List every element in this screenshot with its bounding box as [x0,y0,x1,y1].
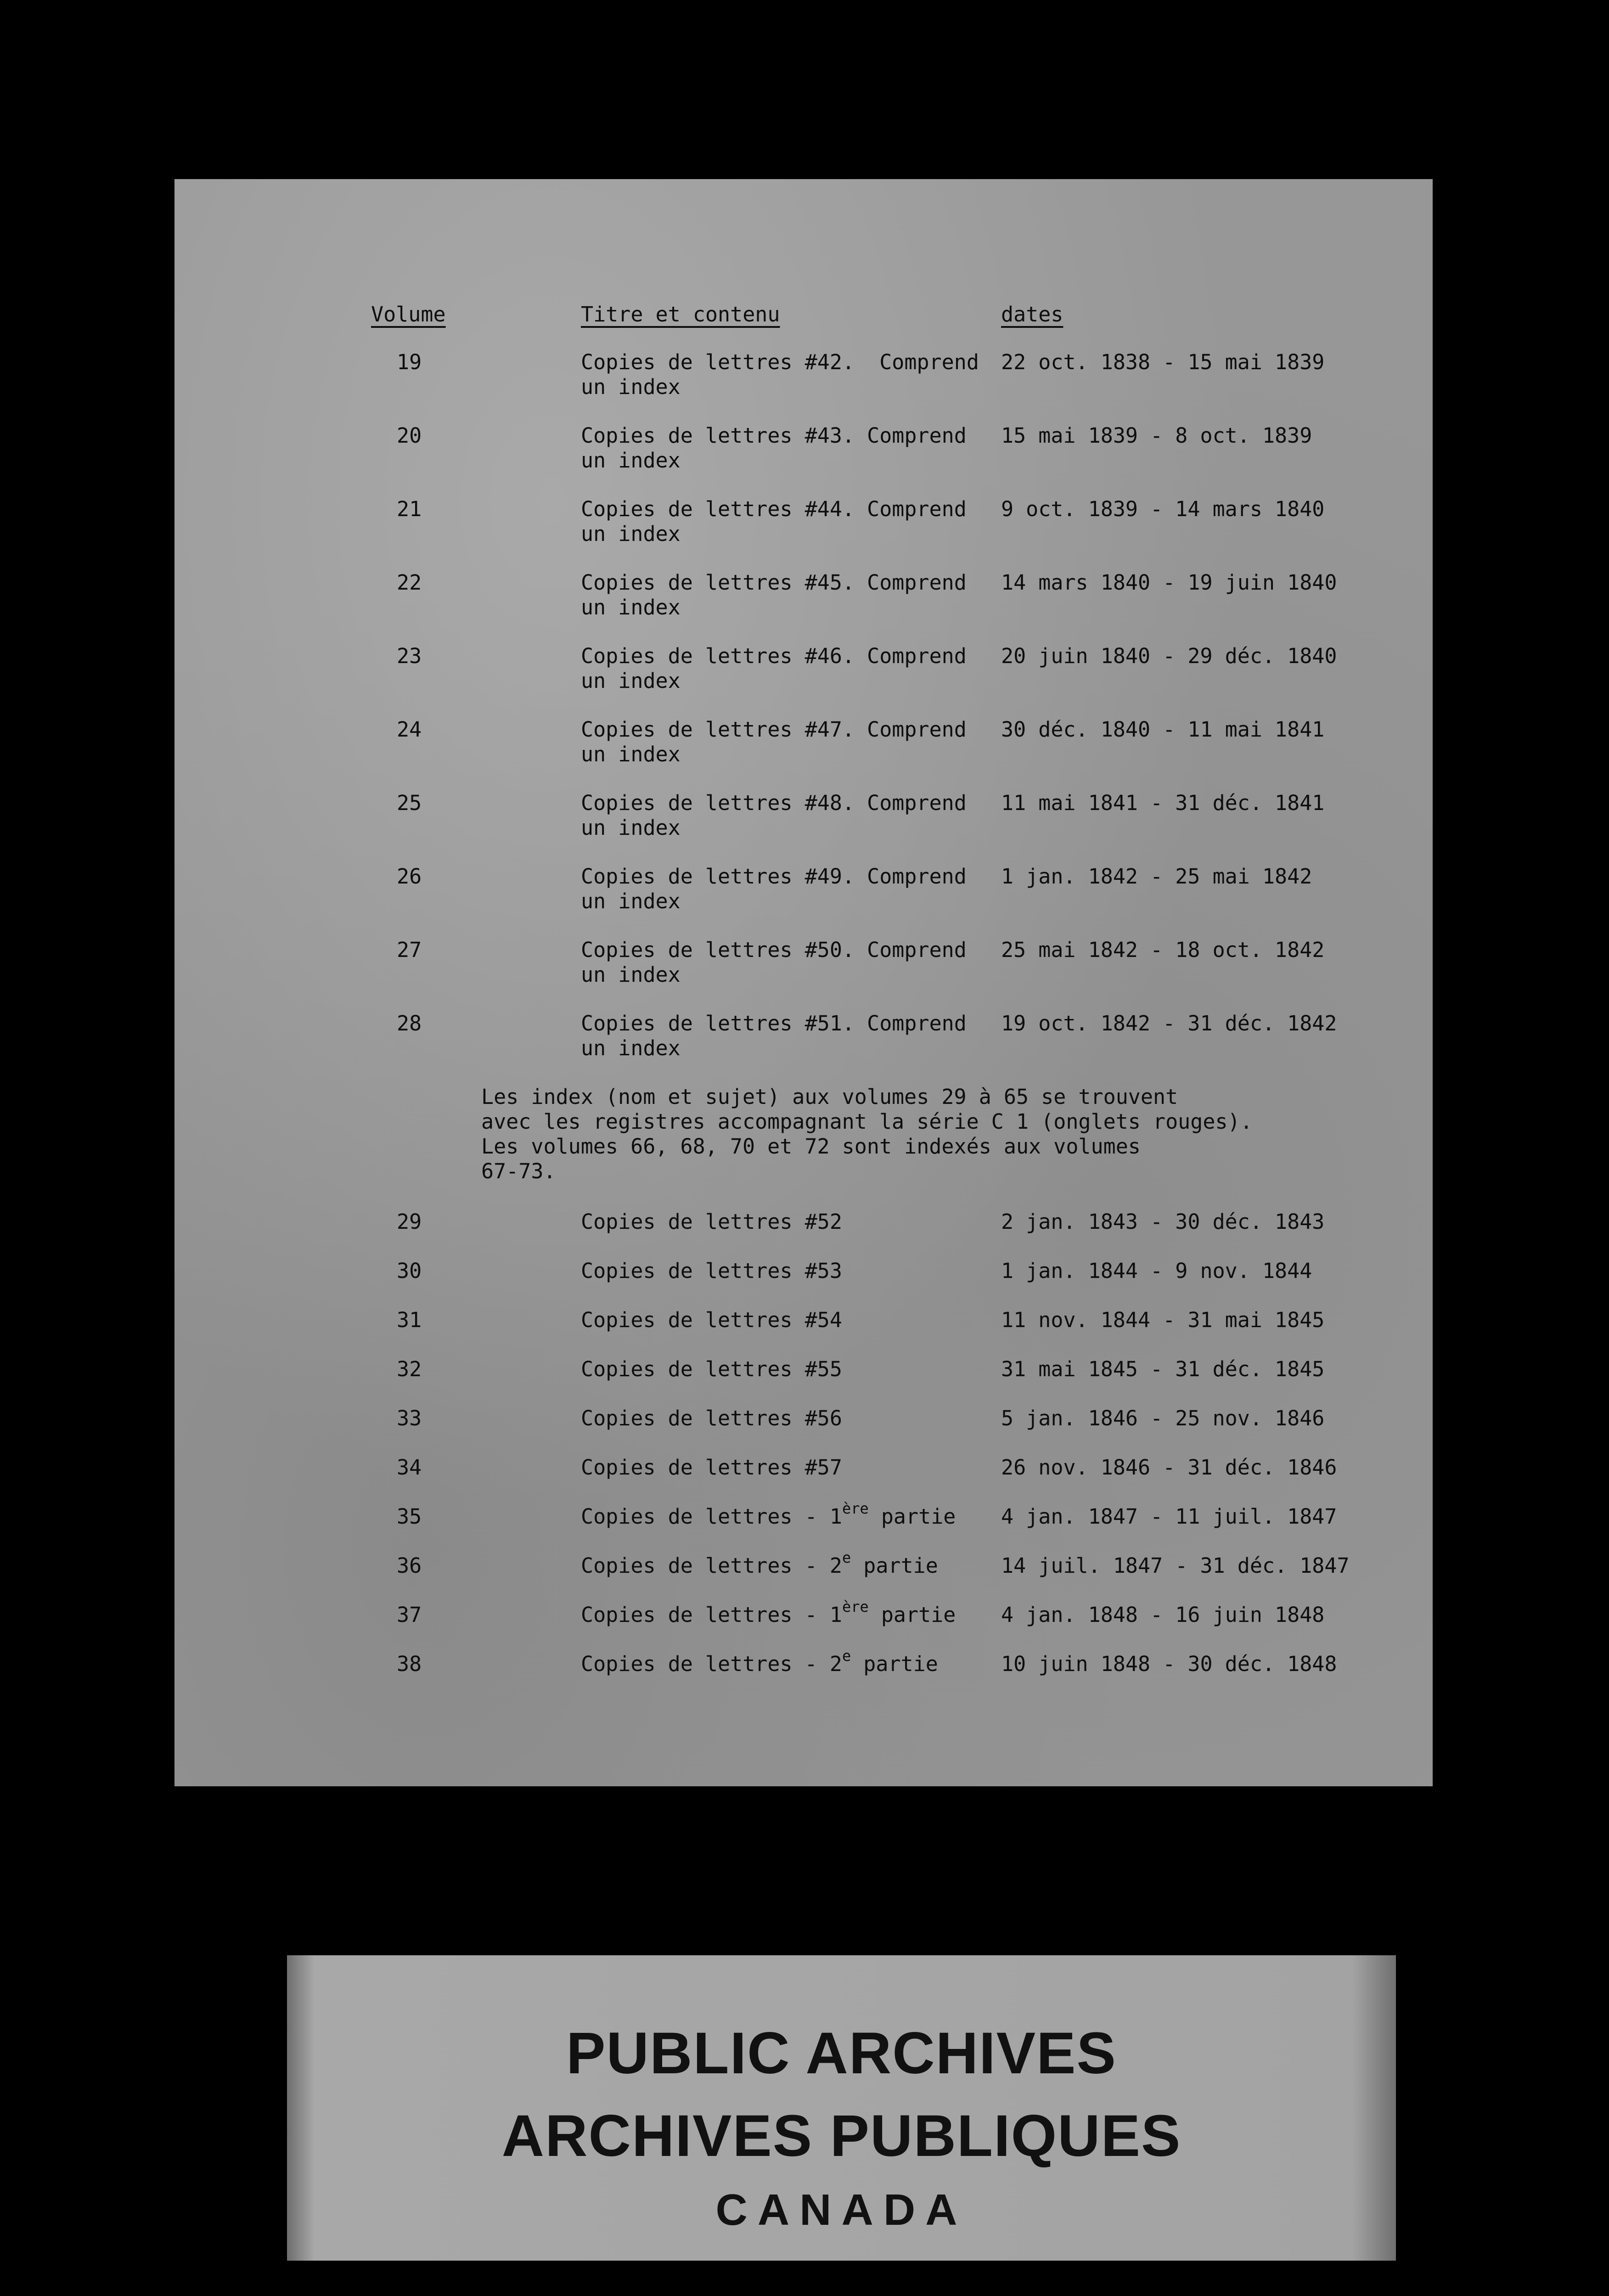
plaque-line-3: CANADA [715,2185,968,2234]
title-line-2: un index [581,1036,681,1060]
note-line: Les volumes 66, 68, 70 et 72 sont indexés aux volumes [481,1134,1141,1159]
volume-number: 21 [397,497,422,521]
note-line: Les index (nom et sujet) aux volumes 29 à 65 se trouvent [481,1085,1178,1109]
date-range: 2 jan. 1843 - 30 déc. 1843 [1001,1210,1325,1234]
volume-number: 32 [397,1357,422,1381]
volume-number: 37 [397,1603,422,1627]
note-line: avec les registres accompagnant la série C 1 (onglets rouges). [481,1109,1253,1134]
title-line-2: un index [581,816,681,840]
title-line: Copies de lettres #54 [581,1308,842,1332]
header-volume: Volume [371,302,446,326]
archives-plaque [287,1955,1396,2261]
date-range: 1 jan. 1842 - 25 mai 1842 [1001,864,1312,889]
date-range: 26 nov. 1846 - 31 déc. 1846 [1001,1455,1337,1480]
title-line: Copies de lettres #44. Comprend [581,497,967,521]
date-range: 30 déc. 1840 - 11 mai 1841 [1001,717,1325,742]
document-page [174,179,1433,1786]
date-range: 20 juin 1840 - 29 déc. 1840 [1001,644,1337,668]
date-range: 4 jan. 1847 - 11 juil. 1847 [1001,1504,1337,1529]
date-range: 4 jan. 1848 - 16 juin 1848 [1001,1603,1325,1627]
plaque-line-1: PUBLIC ARCHIVES [566,2020,1117,2086]
plaque-line-2: ARCHIVES PUBLIQUES [501,2103,1181,2169]
title-line: Copies de lettres #42. Comprend [581,350,979,374]
volume-number: 33 [397,1406,422,1430]
volume-number: 23 [397,644,422,668]
title-line: Copies de lettres #47. Comprend [581,717,967,742]
volume-number: 25 [397,791,422,815]
title-line-2: un index [581,962,681,987]
date-range: 31 mai 1845 - 31 déc. 1845 [1001,1357,1325,1381]
volume-number: 36 [397,1553,422,1578]
volume-number: 26 [397,864,422,889]
title-line: Copies de lettres #48. Comprend [581,791,967,815]
title-line: Copies de lettres #56 [581,1406,842,1430]
volume-number: 31 [397,1308,422,1332]
title-line-2: un index [581,522,681,546]
title-line: Copies de lettres #55 [581,1357,842,1381]
header-dates: dates [1001,302,1063,326]
volume-number: 30 [397,1259,422,1283]
title-line-2: un index [581,595,681,619]
title-line-2: un index [581,669,681,693]
title-line: Copies de lettres - 2e partie [581,1647,938,1676]
title-line-2: un index [581,375,681,399]
title-line: Copies de lettres #45. Comprend [581,570,967,595]
date-range: 19 oct. 1842 - 31 déc. 1842 [1001,1011,1337,1035]
volume-number: 19 [397,350,422,374]
title-line: Copies de lettres #43. Comprend [581,423,967,448]
title-line: Copies de lettres #53 [581,1259,842,1283]
date-range: 14 mars 1840 - 19 juin 1840 [1001,570,1337,595]
note-line: 67-73. [481,1159,556,1183]
date-range: 11 mai 1841 - 31 déc. 1841 [1001,791,1325,815]
title-line: Copies de lettres - 2e partie [581,1549,938,1578]
date-range: 25 mai 1842 - 18 oct. 1842 [1001,938,1325,962]
title-line: Copies de lettres #50. Comprend [581,938,967,962]
volume-number: 34 [397,1455,422,1480]
title-line: Copies de lettres - 1ère partie [581,1598,956,1627]
title-line: Copies de lettres #51. Comprend [581,1011,967,1035]
title-line: Copies de lettres #52 [581,1210,842,1234]
title-line: Copies de lettres #46. Comprend [581,644,967,668]
volume-number: 22 [397,570,422,595]
date-range: 14 juil. 1847 - 31 déc. 1847 [1001,1553,1350,1578]
volume-number: 24 [397,717,422,742]
volume-number: 38 [397,1652,422,1676]
date-range: 10 juin 1848 - 30 déc. 1848 [1001,1652,1337,1676]
header-title: Titre et contenu [581,302,780,326]
date-range: 9 oct. 1839 - 14 mars 1840 [1001,497,1325,521]
title-line-2: un index [581,448,681,473]
date-range: 15 mai 1839 - 8 oct. 1839 [1001,423,1312,448]
title-line-2: un index [581,742,681,766]
title-line-2: un index [581,889,681,913]
volume-number: 27 [397,938,422,962]
date-range: 1 jan. 1844 - 9 nov. 1844 [1001,1259,1312,1283]
volume-number: 20 [397,423,422,448]
volume-number: 29 [397,1210,422,1234]
date-range: 11 nov. 1844 - 31 mai 1845 [1001,1308,1325,1332]
title-line: Copies de lettres - 1ère partie [581,1500,956,1529]
volume-number: 35 [397,1504,422,1529]
volume-number: 28 [397,1011,422,1035]
date-range: 5 jan. 1846 - 25 nov. 1846 [1001,1406,1325,1430]
title-line: Copies de lettres #49. Comprend [581,864,967,889]
title-line: Copies de lettres #57 [581,1455,842,1480]
date-range: 22 oct. 1838 - 15 mai 1839 [1001,350,1325,374]
